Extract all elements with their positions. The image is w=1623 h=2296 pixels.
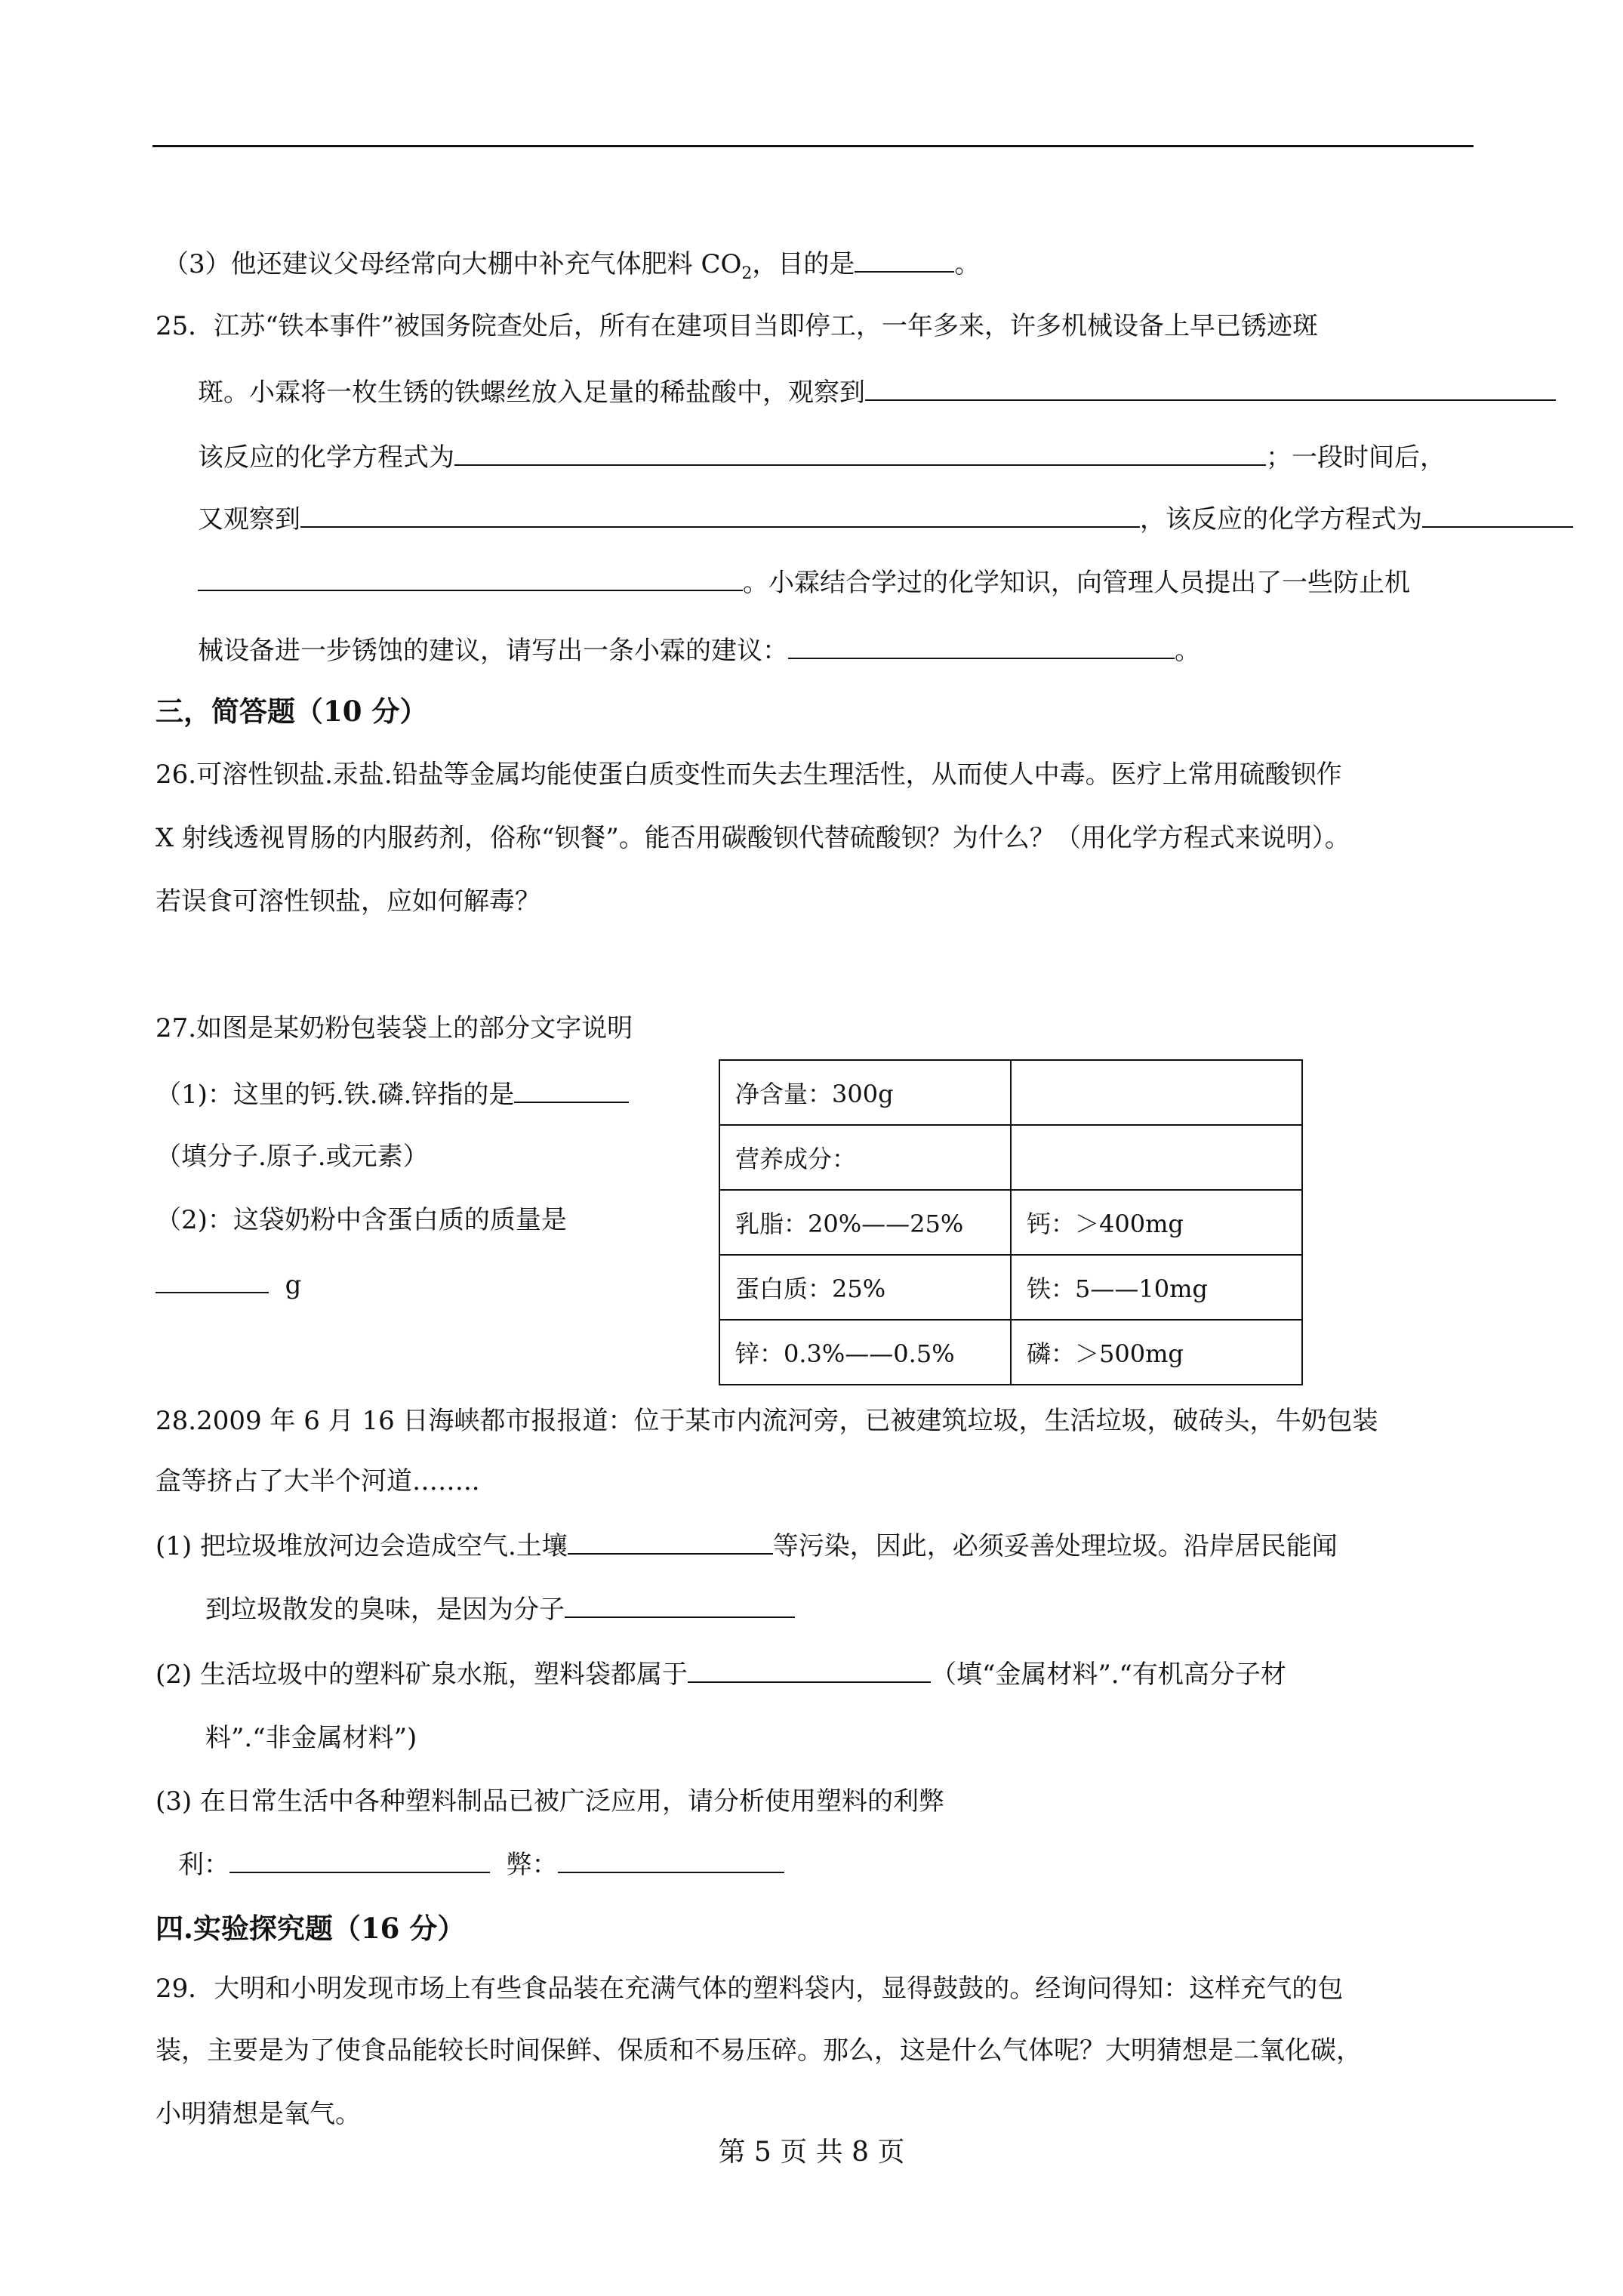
cons-label: 弊： (506, 1850, 558, 1880)
table-cell: 钙：＞400mg (1011, 1190, 1302, 1255)
nutrition-table (719, 1059, 1303, 1385)
q28-part1-line2 (205, 1593, 795, 1626)
table-cell: 磷：＞500mg (1011, 1320, 1302, 1385)
period: 。 (1175, 636, 1200, 666)
equation-blank[interactable] (454, 442, 1266, 466)
q28-part1-after: 等污染，因此，必须妥善处理垃圾。沿岸居民能闻 (772, 1531, 1338, 1561)
q25-line4-mid: ，该反应的化学方程式为 (1140, 504, 1422, 535)
pros-label: 利： (178, 1850, 229, 1880)
q25-line5 (198, 566, 1410, 599)
table-cell: 铁：5——10mg (1011, 1255, 1302, 1320)
answer-blank[interactable] (565, 1594, 795, 1618)
table-row (719, 1190, 1302, 1255)
q27-part1 (156, 1078, 629, 1111)
q25-line5-text: 。小霖结合学过的化学知识，向管理人员提出了一些防止机 (743, 568, 1410, 598)
q26-line1: 26.可溶性钡盐.汞盐.铅盐等金属均能使蛋白质变性而失去生理活性，从而使人中毒。医疗上常用硫酸钡作 (156, 760, 1342, 790)
table-cell: 营养成分： (719, 1125, 1011, 1190)
suggestion-blank[interactable] (788, 635, 1175, 659)
q28-part3: (3) 在日常生活中各种塑料制品已被广泛应用，请分析使用塑料的利弊 (156, 1786, 944, 1817)
pros-blank[interactable] (229, 1849, 490, 1873)
answer-blank[interactable] (568, 1530, 773, 1555)
q25-line3-text: 该反应的化学方程式为 (198, 442, 454, 473)
period: 。 (954, 249, 981, 279)
q25-line6-text: 械设备进一步锈蚀的建议，请写出一条小霖的建议： (198, 636, 788, 666)
q27-intro: 27.如图是某奶粉包装袋上的部分文字说明 (156, 1013, 633, 1043)
q29-line3: 小明猜想是氧气。 (156, 2099, 361, 2129)
q28-part2-after: （填“金属材料”.“有机高分子材 (930, 1660, 1286, 1690)
answer-blank[interactable] (300, 504, 1140, 528)
q26-line2: X 射线透视胃肠的内服药剂，俗称“钡餐”。能否用碳酸钡代替硫酸钡？为什么？（用化学方程式来说明）。 (156, 823, 1350, 853)
table-row (719, 1320, 1302, 1385)
q28-part2 (156, 1658, 1286, 1691)
page-footer: 第 5 页 共 8 页 (718, 2137, 905, 2168)
unit-grams: g (285, 1270, 302, 1300)
answer-blank[interactable] (514, 1079, 629, 1103)
q25-line6 (198, 634, 1200, 667)
equation-blank-cont[interactable] (198, 567, 743, 591)
table-cell: 净含量：300g (719, 1060, 1011, 1125)
answer-blank[interactable] (688, 1659, 931, 1683)
q25-line3 (198, 441, 1446, 474)
q24-part3 (163, 248, 980, 291)
cons-blank[interactable] (558, 1849, 784, 1873)
q25-line3-after: ；一段时间后， (1266, 442, 1446, 473)
q25-line4 (198, 503, 1573, 536)
equation-blank[interactable] (1422, 504, 1573, 528)
header-rule (152, 145, 1474, 147)
table-row (719, 1125, 1302, 1190)
q28-part1-text: (1) 把垃圾堆放河边会造成空气.土壤 (156, 1531, 568, 1561)
q27-part2: （2)：这袋奶粉中含蛋白质的质量是 (156, 1205, 567, 1235)
answer-blank[interactable] (865, 377, 1556, 401)
q25-line2-text: 斑。小霖将一枚生锈的铁螺丝放入足量的稀盐酸中，观察到 (198, 378, 865, 408)
answer-blank[interactable] (855, 248, 954, 273)
q27-part1-text: （1)：这里的钙.铁.磷.锌指的是 (156, 1080, 515, 1110)
table-cell: 乳脂：20%——25% (719, 1190, 1011, 1255)
q28-line2: 盒等挤占了大半个河道…….. (156, 1466, 480, 1496)
co2-subscript: 2 (741, 264, 753, 283)
q29-line1: 29．大明和小明发现市场上有些食品装在充满气体的塑料袋内，显得鼓鼓的。经询问得知：这样充气的包 (156, 1974, 1344, 2004)
answer-blank[interactable] (156, 1269, 269, 1293)
q27-part1-note: （填分子.原子.或元素） (156, 1142, 429, 1172)
q29-line2: 装，主要是为了使食品能较长时间保鲜、保质和不易压碎。那么，这是什么气体呢？大明猜想是二氧化碳， (156, 2036, 1362, 2066)
table-cell: 锌：0.3%——0.5% (719, 1320, 1011, 1385)
table-cell: 蛋白质：25% (719, 1255, 1011, 1320)
q28-part2-text: (2) 生活垃圾中的塑料矿泉水瓶，塑料袋都属于 (156, 1660, 688, 1690)
q28-part1 (156, 1530, 1338, 1563)
table-row (719, 1255, 1302, 1320)
table-cell (1011, 1125, 1302, 1190)
q28-part3-answers (178, 1848, 784, 1881)
section-4-heading: 四.实验探究题（16 分） (156, 1912, 466, 1945)
q25-line2 (198, 376, 1556, 409)
table-cell (1011, 1060, 1302, 1125)
q28-part2-line2: 料”.“非金属材料”) (205, 1723, 417, 1753)
q25-line4-text: 又观察到 (198, 504, 300, 535)
section-3-heading: 三，简答题（10 分） (156, 695, 428, 728)
q28-line1: 28.2009 年 6 月 16 日海峡都市报报道：位于某市内流河旁，已被建筑垃圾，生活垃圾，破砖头，牛奶包装 (156, 1406, 1378, 1436)
q27-part2-answer (156, 1268, 301, 1302)
q25-line1: 25．江苏“铁本事件”被国务院查处后，所有在建项目当即停工，一年多来，许多机械设备上早已锈迹斑 (156, 311, 1319, 341)
q24-part3-text: （3）他还建议父母经常向大棚中补充气体肥料 CO (163, 249, 742, 279)
q28-part1-line2-text: 到垃圾散发的臭味，是因为分子 (205, 1595, 565, 1625)
q24-part3-purpose: ，目的是 (752, 249, 855, 279)
q26-line3: 若误食可溶性钡盐，应如何解毒？ (156, 886, 540, 917)
table-row (719, 1060, 1302, 1125)
